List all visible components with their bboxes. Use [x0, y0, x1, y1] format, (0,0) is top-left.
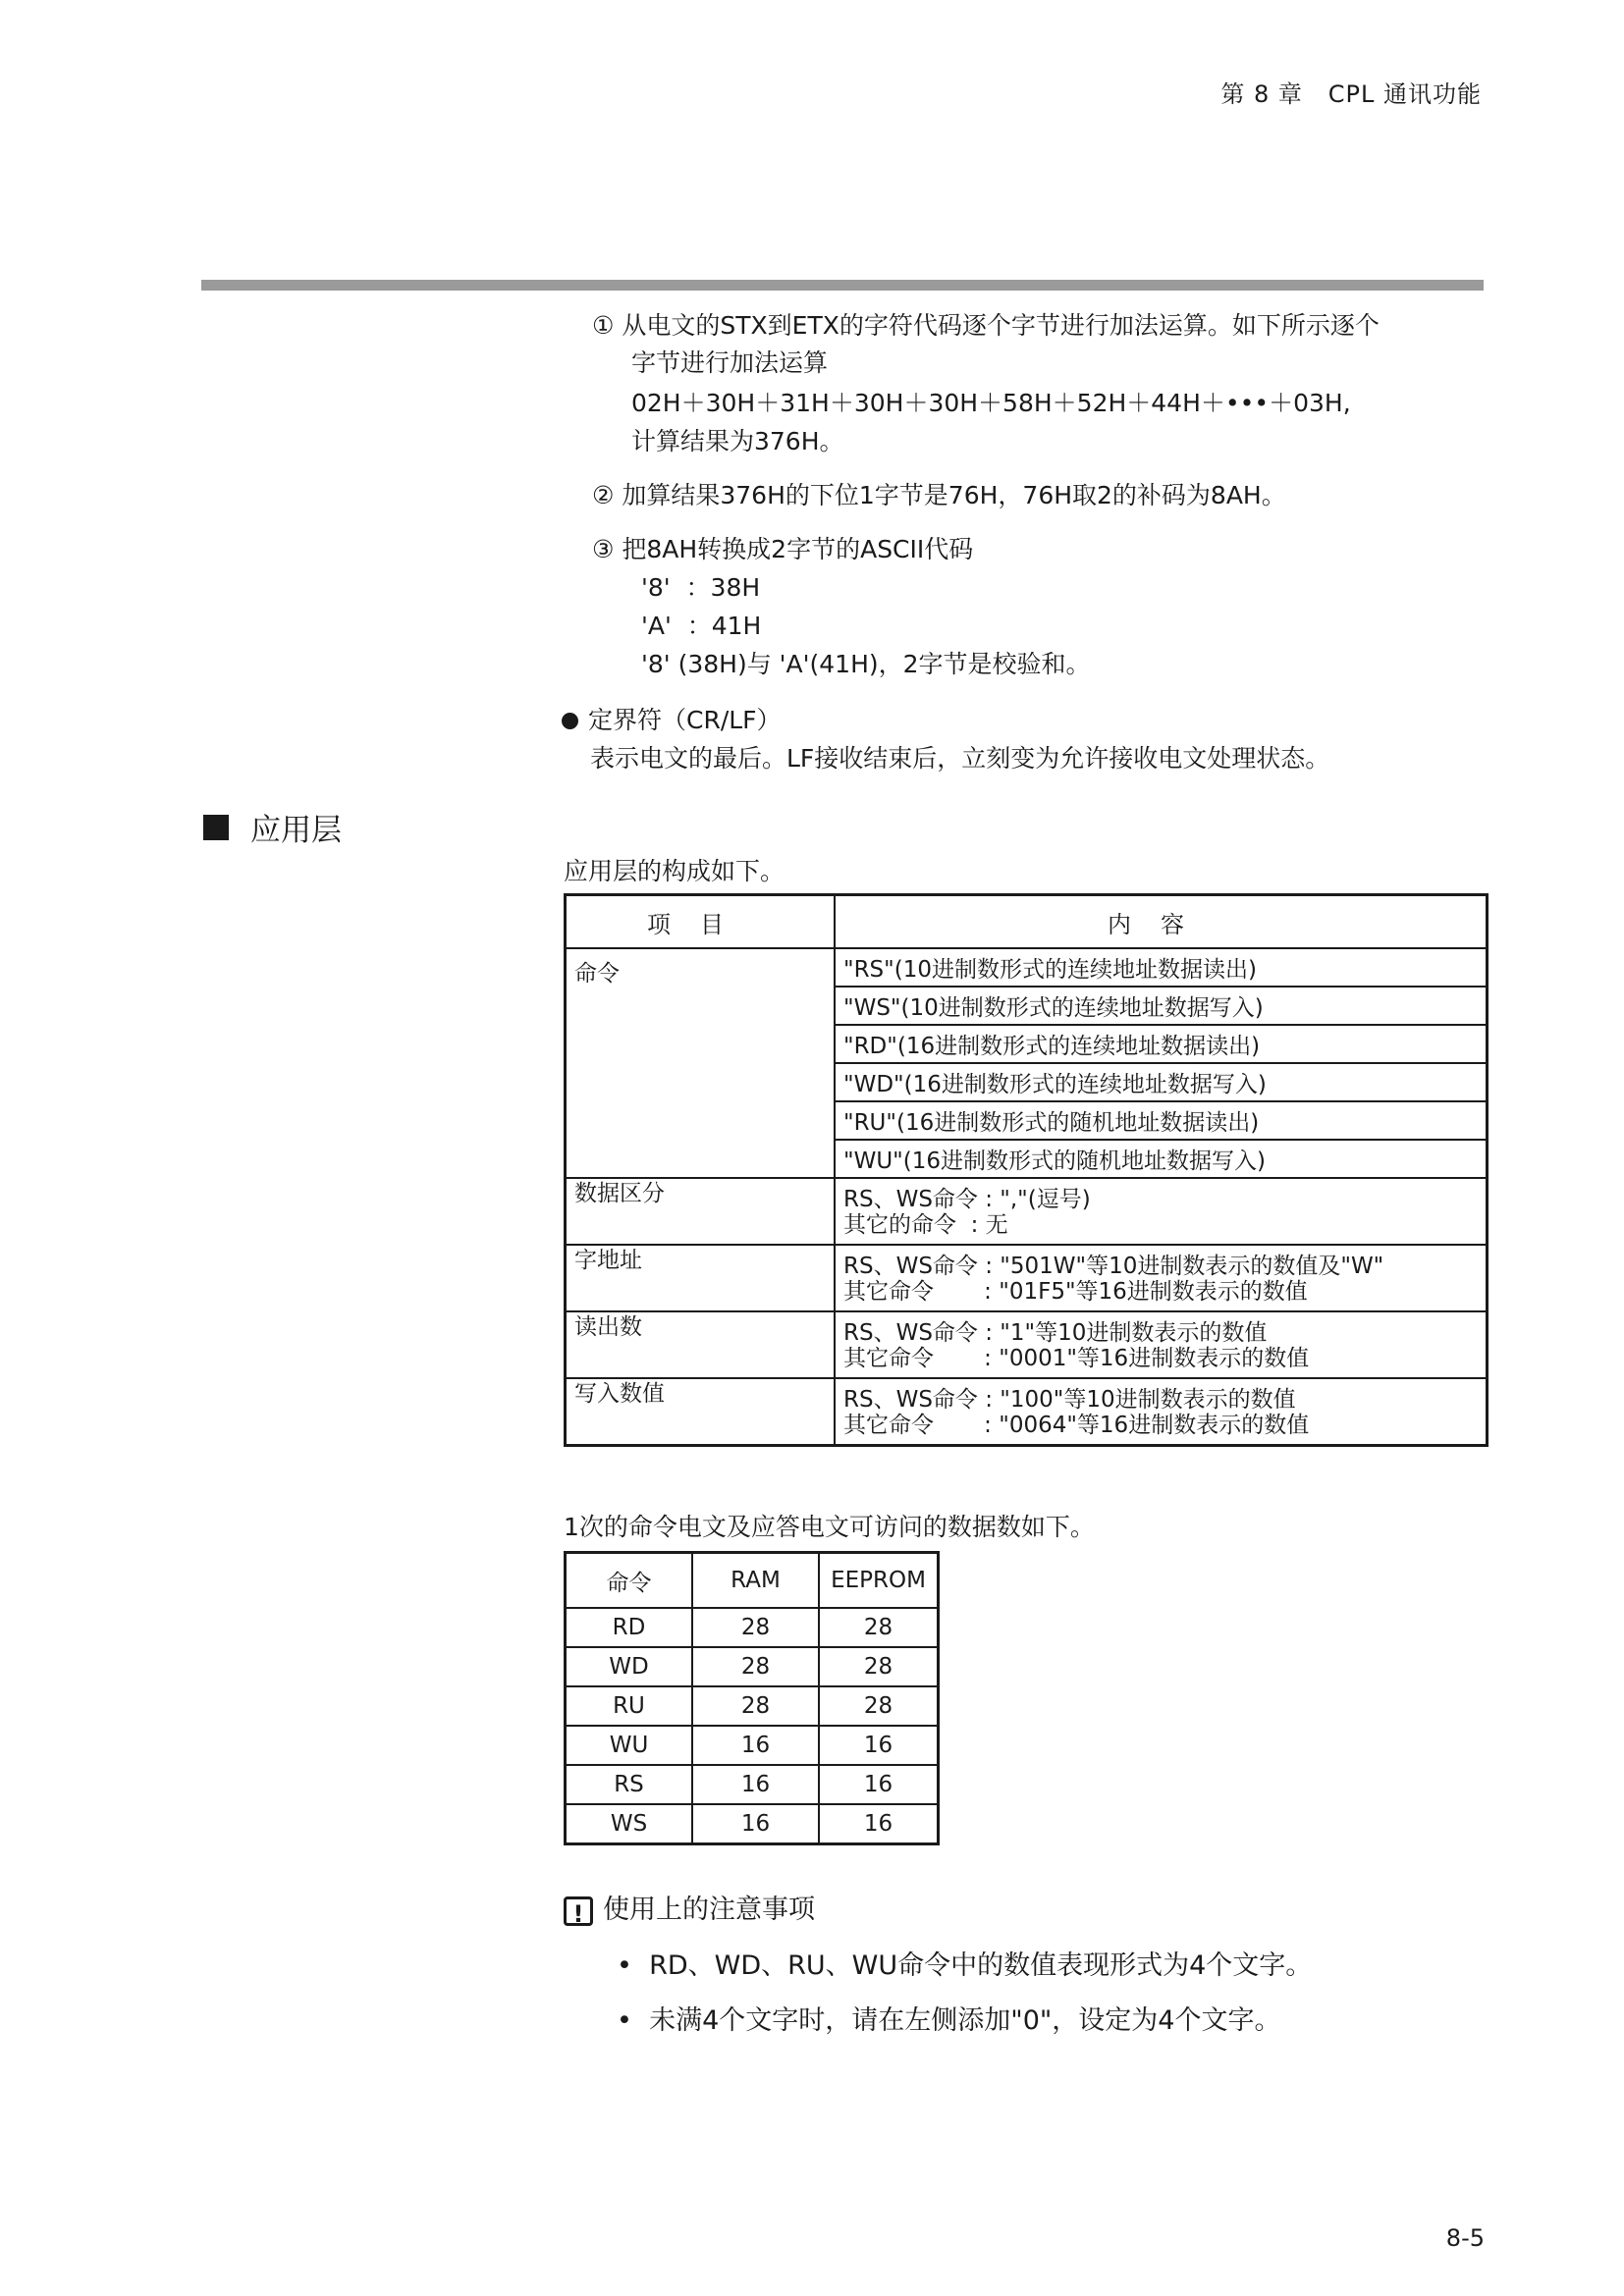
- cell-ram: 16: [692, 1804, 819, 1844]
- header-ram: RAM: [692, 1553, 819, 1609]
- caution-icon: !: [564, 1896, 593, 1926]
- header-eeprom: EEPROM: [819, 1553, 939, 1609]
- table-row: [566, 1765, 939, 1804]
- step-1-line2: 字节进行加法运算: [631, 348, 829, 377]
- step-3-line2: '8' ：38H: [641, 573, 761, 602]
- row-content-line1: RS、WS命令 : "100"等10进制数表示的数值: [843, 1387, 1296, 1413]
- command-wd: "WD"(16进制数形式的连续地址数据写入): [835, 1063, 1488, 1101]
- cell-ram: 28: [692, 1647, 819, 1686]
- step-1: [592, 307, 1380, 345]
- cell-command: RS: [566, 1765, 693, 1804]
- table-row: [566, 1686, 939, 1726]
- table-row: [566, 948, 1488, 987]
- caution-item-text: RD、WD、RU、WU命令中的数值表现形式为4个文字。: [649, 1950, 1313, 1981]
- command-rs: "RS"(10进制数形式的连续地址数据读出): [835, 948, 1488, 987]
- row-label: 字地址: [566, 1245, 836, 1311]
- page-header: [1220, 75, 1482, 109]
- caution-item: [617, 1999, 1280, 2037]
- command-label: 命令: [566, 948, 836, 1178]
- command-ru: "RU"(16进制数形式的随机地址数据读出): [835, 1101, 1488, 1140]
- cell-eeprom: 28: [819, 1686, 939, 1726]
- bullet-dot-icon: •: [617, 1950, 632, 1981]
- caution-title-text: 使用上的注意事项: [603, 1895, 815, 1925]
- delimiter-title: [562, 702, 782, 739]
- table-row: [566, 1608, 939, 1647]
- header-content: 内容: [835, 895, 1488, 949]
- delimiter-title-text: 定界符（CR/LF）: [588, 706, 782, 734]
- app-layer-table: [564, 893, 1489, 1447]
- table-row: [566, 1311, 1488, 1378]
- cell-command: WU: [566, 1726, 693, 1765]
- table-row: [566, 1178, 1488, 1245]
- step-1-line1: 从电文的STX到ETX的字符代码逐个字节进行加法运算。如下所示逐个: [622, 311, 1380, 340]
- row-label: 写入数值: [566, 1378, 836, 1446]
- bullet-dot-icon: [562, 713, 578, 729]
- cell-ram: 16: [692, 1726, 819, 1765]
- table-header-row: [566, 895, 1488, 949]
- row-content: [835, 1378, 1488, 1446]
- command-rd: "RD"(16进制数形式的连续地址数据读出): [835, 1025, 1488, 1063]
- cell-command: RD: [566, 1608, 693, 1647]
- bullet-dot-icon: •: [617, 2005, 632, 2036]
- row-content-line1: RS、WS命令 : "1"等10进制数表示的数值: [843, 1320, 1268, 1346]
- step-3-line4: '8' (38H)与 'A'(41H)，2字节是校验和。: [641, 650, 1091, 678]
- command-wu: "WU"(16进制数形式的随机地址数据写入): [835, 1140, 1488, 1178]
- command-ws: "WS"(10进制数形式的连续地址数据写入): [835, 987, 1488, 1025]
- row-label: 数据区分: [566, 1178, 836, 1245]
- section-heading: [203, 805, 342, 849]
- cell-command: RU: [566, 1686, 693, 1726]
- table-row: [566, 1245, 1488, 1311]
- cell-eeprom: 16: [819, 1804, 939, 1844]
- step-3-line1: 把8AH转换成2字节的ASCII代码: [622, 535, 974, 563]
- step-1-marker: ①: [592, 311, 615, 340]
- caution-item: [617, 1944, 1312, 1982]
- step-2-marker: ②: [592, 481, 615, 509]
- cell-ram: 28: [692, 1686, 819, 1726]
- page-number: 8-5: [1445, 2224, 1485, 2252]
- square-bullet-icon: [203, 815, 229, 840]
- row-content-line2: 其它命令 : "0064"等16进制数表示的数值: [843, 1413, 1310, 1438]
- row-content: [835, 1245, 1488, 1311]
- row-content-line1: RS、WS命令 : ","(逗号): [843, 1187, 1091, 1212]
- cell-ram: 28: [692, 1608, 819, 1647]
- row-content-line2: 其它命令 : "0001"等16进制数表示的数值: [843, 1346, 1310, 1371]
- row-content-line2: 其它的命令 : 无: [843, 1212, 1008, 1238]
- step-3-marker: ③: [592, 535, 615, 563]
- step-2-line1: 加算结果376H的下位1字节是76H，76H取2的补码为8AH。: [622, 481, 1286, 509]
- row-content: [835, 1178, 1488, 1245]
- step-2: [592, 477, 1286, 514]
- table-row: [566, 1647, 939, 1686]
- cell-command: WD: [566, 1647, 693, 1686]
- row-content: [835, 1311, 1488, 1378]
- chapter-title: CPL 通讯功能: [1327, 80, 1482, 108]
- header-item: 项目: [566, 895, 836, 949]
- row-label: 读出数: [566, 1311, 836, 1378]
- step-3: [592, 531, 973, 568]
- step-1-line4: 计算结果为376H。: [631, 427, 844, 455]
- cell-ram: 16: [692, 1765, 819, 1804]
- count-intro: 1次的命令电文及应答电文可访问的数据数如下。: [564, 1513, 1095, 1541]
- cell-eeprom: 16: [819, 1726, 939, 1765]
- table-row: [566, 1804, 939, 1844]
- step-3-line3: 'A' ：41H: [641, 612, 762, 640]
- header-command: 命令: [566, 1553, 693, 1609]
- table-row: [566, 1378, 1488, 1446]
- delimiter-desc: 表示电文的最后。LF接收结束后，立刻变为允许接收电文处理状态。: [590, 744, 1330, 773]
- cell-command: WS: [566, 1804, 693, 1844]
- cell-eeprom: 28: [819, 1647, 939, 1686]
- cell-eeprom: 28: [819, 1608, 939, 1647]
- caution-title: [564, 1892, 815, 1929]
- section-title: 应用层: [250, 813, 342, 848]
- row-content-line1: RS、WS命令 : "501W"等10进制数表示的数值及"W": [843, 1254, 1384, 1279]
- cell-eeprom: 16: [819, 1765, 939, 1804]
- header-rule: [201, 280, 1484, 291]
- section-intro: 应用层的构成如下。: [564, 857, 785, 885]
- row-content-line2: 其它命令 : "01F5"等16进制数表示的数值: [843, 1279, 1308, 1305]
- table-header-row: [566, 1553, 939, 1609]
- table-row: [566, 1726, 939, 1765]
- data-count-table: [564, 1551, 940, 1845]
- caution-item-text: 未满4个文字时，请在左侧添加"0"，设定为4个文字。: [649, 2005, 1281, 2036]
- step-1-line3: 02H＋30H＋31H＋30H＋30H＋58H＋52H＋44H＋•••＋03H,: [631, 389, 1351, 417]
- chapter-number: 第 8 章: [1220, 80, 1303, 108]
